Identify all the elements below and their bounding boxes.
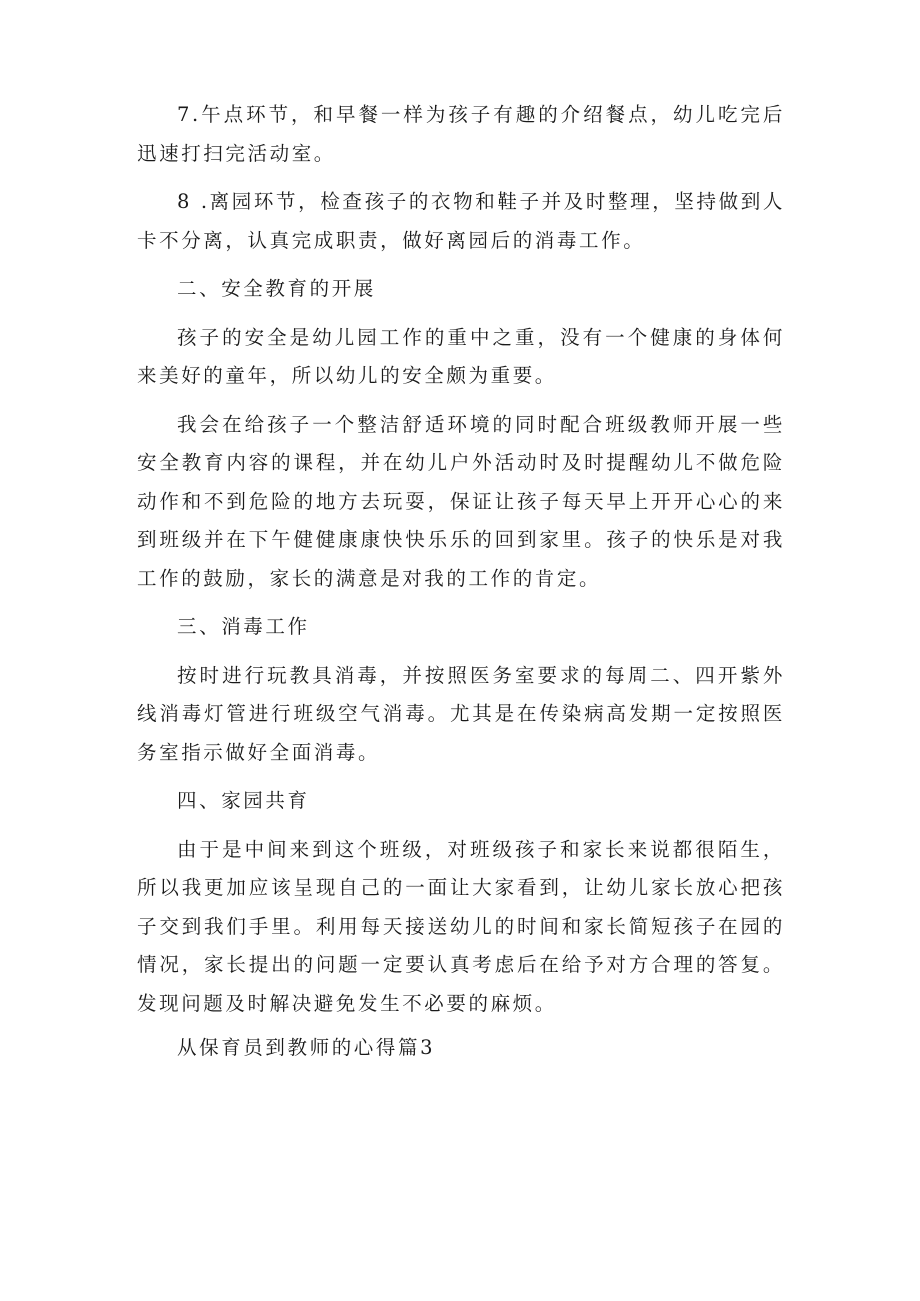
paragraph-home-school: 由于是中间来到这个班级，对班级孩子和家长来说都很陌生，所以我更加应该呈现自己的一面让大家看到，让幼儿家长放心把孩子交到我们手里。利用每天接送幼儿的时间和家长简短孩子在园的情况，家长提出的问题一定要认真考虑后在给予对方合理的答复。发现问题及时解决避免发生不必要的麻烦。 <box>137 837 785 1015</box>
paragraph-safety-courses: 我会在给孩子一个整洁舒适环境的同时配合班级教师开展一些安全教育内容的课程，并在幼儿户外活动时及时提醒幼儿不做危险动作和不到危险的地方去玩耍，保证让孩子每天早上开开心心的来到班级并在下午健健康康快快乐乐的回到家里。孩子的快乐是对我工作的鼓励，家长的满意是对我的工作的肯定。 <box>137 412 785 590</box>
paragraph-lunch-snack: 7.午点环节，和早餐一样为孩子有趣的介绍餐点，幼儿吃完后迅速打扫完活动室。 <box>137 103 785 165</box>
article-title-part-3: 从保育员到教师的心得篇3 <box>177 1036 436 1059</box>
section-heading-safety-education: 二、安全教育的开展 <box>177 277 376 300</box>
section-heading-disinfection: 三、消毒工作 <box>177 615 310 638</box>
paragraph-leaving-kindergarten: 8 .离园环节，检查孩子的衣物和鞋子并及时整理，坚持做到人卡不分离，认真完成职责，做好离园后的消毒工作。 <box>137 190 785 252</box>
section-heading-home-school: 四、家园共育 <box>177 789 310 812</box>
paragraph-disinfection: 按时进行玩教具消毒，并按照医务室要求的每周二、四开紫外线消毒灯管进行班级空气消毒。尤其是在传染病高发期一定按照医务室指示做好全面消毒。 <box>137 663 785 764</box>
document-body <box>137 96 785 1068</box>
paragraph-safety-importance: 孩子的安全是幼儿园工作的重中之重，没有一个健康的身体何来美好的童年，所以幼儿的安全颇为重要。 <box>137 325 785 387</box>
